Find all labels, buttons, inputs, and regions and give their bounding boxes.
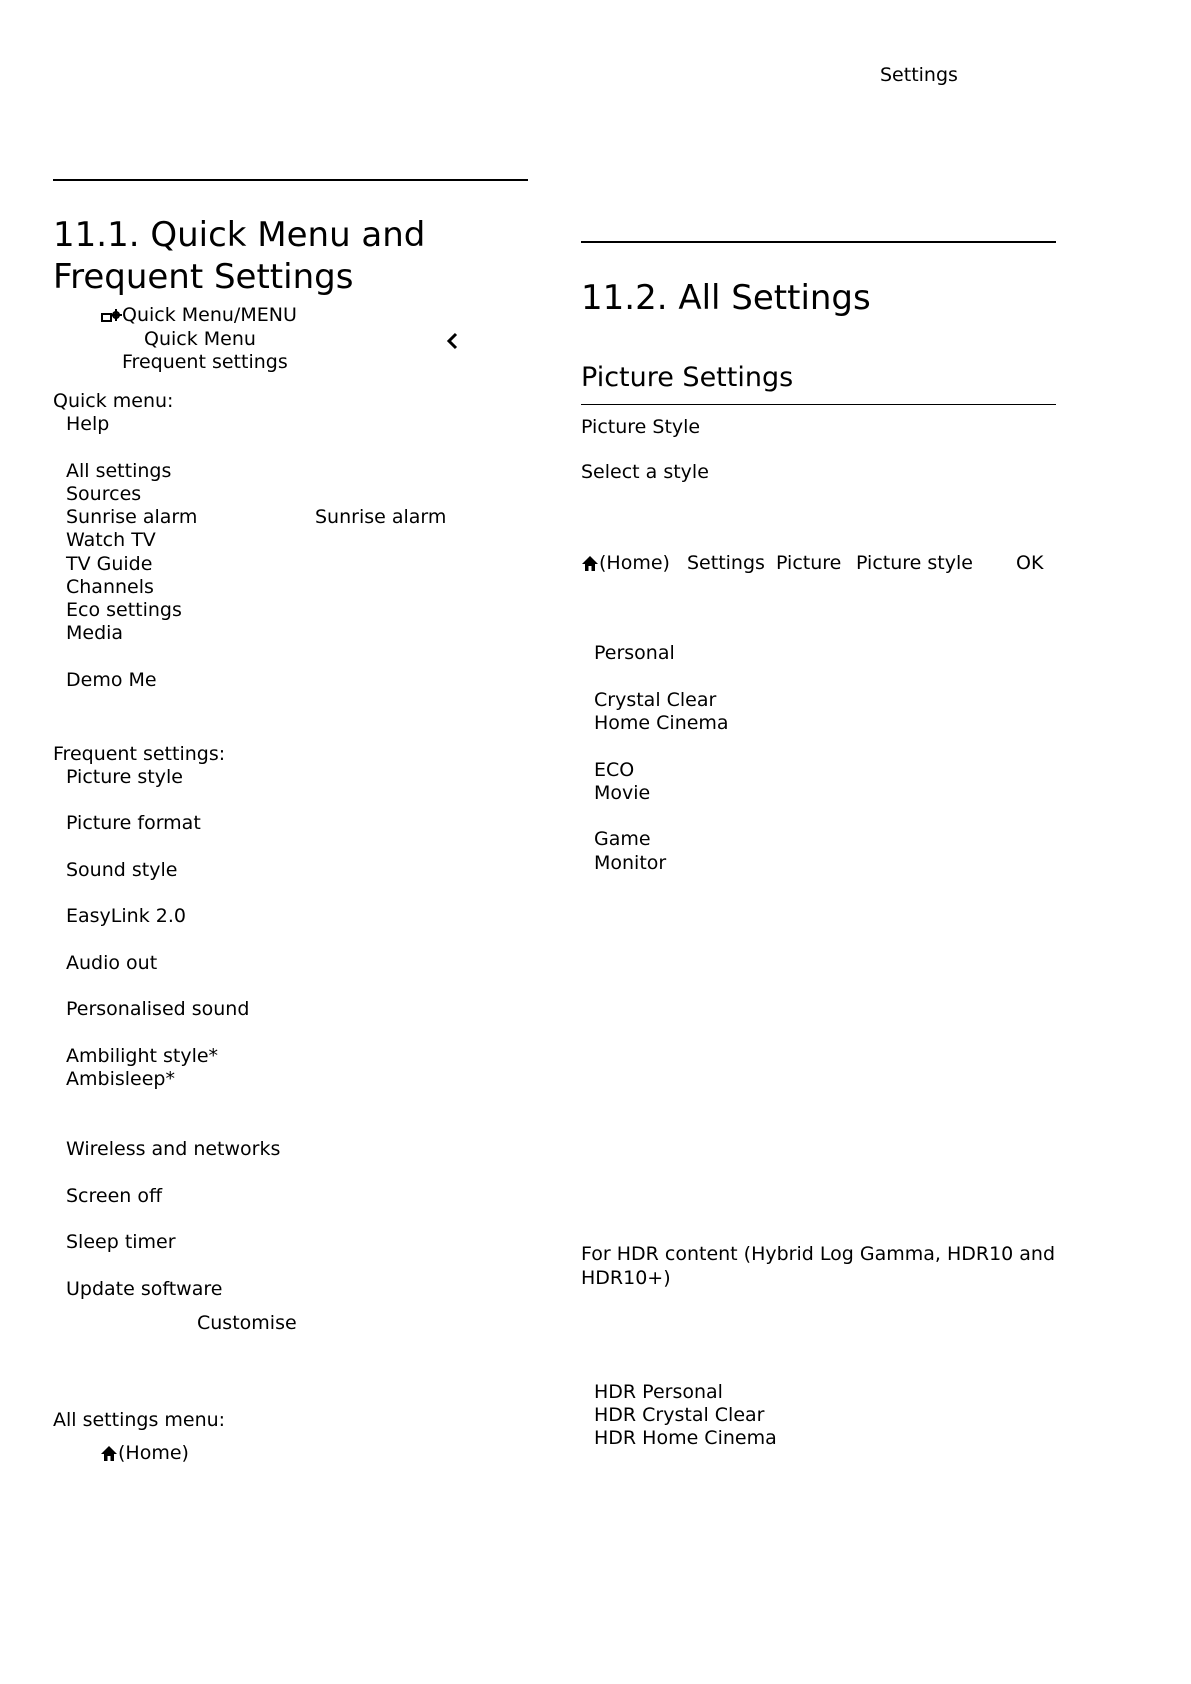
- frequent-item-picture-style: Picture style: [66, 766, 183, 788]
- frequent-item-picture-format: Picture format: [66, 812, 201, 834]
- style-eco: ECO: [594, 759, 635, 781]
- hdr-note-line2: HDR10+): [581, 1267, 671, 1289]
- style-monitor: Monitor: [594, 852, 667, 874]
- quick-menu-item-eco-settings: Eco settings: [66, 599, 182, 621]
- frequent-item-personalised-sound: Personalised sound: [66, 998, 250, 1020]
- quick-menu-icon: [100, 304, 122, 326]
- section-divider-right: [581, 241, 1056, 243]
- style-personal: Personal: [594, 642, 675, 664]
- section-divider: [53, 179, 528, 181]
- home-icon: [100, 1442, 118, 1464]
- frequent-item-wireless-networks: Wireless and networks: [66, 1138, 281, 1160]
- customise-label: Customise: [197, 1312, 297, 1334]
- frequent-item-easylink: EasyLink 2.0: [66, 905, 186, 927]
- quick-menu-item-all-settings: All settings: [66, 460, 172, 482]
- style-game: Game: [594, 828, 651, 850]
- quick-menu-key-line: [100, 303, 297, 328]
- frequent-item-screen-off: Screen off: [66, 1185, 163, 1207]
- frequent-item-update-software: Update software: [66, 1278, 223, 1300]
- home-key-line: [100, 1441, 189, 1466]
- quick-menu-heading: Quick menu:: [53, 390, 174, 412]
- quick-menu-label: Quick Menu: [144, 328, 256, 350]
- picture-settings-heading: Picture Settings: [581, 362, 794, 393]
- frequent-settings-label: Frequent settings: [122, 351, 288, 373]
- frequent-item-ambisleep: Ambisleep*: [66, 1068, 175, 1090]
- path-picture-style: Picture style: [856, 552, 973, 574]
- quick-menu-item-sunrise-alarm: Sunrise alarm: [66, 506, 198, 528]
- all-settings-menu-heading: All settings menu:: [53, 1409, 226, 1431]
- path-settings: Settings: [687, 552, 765, 574]
- style-home-cinema: Home Cinema: [594, 712, 729, 734]
- path-ok: OK: [1016, 552, 1044, 574]
- select-style-text: Select a style: [581, 461, 709, 483]
- quick-menu-item-demo-me: Demo Me: [66, 669, 157, 691]
- frequent-item-ambilight-style: Ambilight style*: [66, 1045, 219, 1067]
- home-icon: [581, 552, 599, 574]
- quick-menu-item-tv-guide: TV Guide: [66, 553, 153, 575]
- style-crystal-clear: Crystal Clear: [594, 689, 717, 711]
- all-settings-title: 11.2. All Settings: [581, 278, 871, 318]
- section-title-line1: 11.1. Quick Menu and: [53, 215, 426, 255]
- style-movie: Movie: [594, 782, 651, 804]
- frequent-item-sound-style: Sound style: [66, 859, 178, 881]
- hdr-style-crystal-clear: HDR Crystal Clear: [594, 1404, 765, 1426]
- frequent-item-audio-out: Audio out: [66, 952, 158, 974]
- home-label: (Home): [118, 1442, 189, 1464]
- subsection-divider: [581, 404, 1056, 405]
- sunrise-alarm-note: Sunrise alarm: [315, 506, 447, 528]
- running-header: Settings: [880, 64, 958, 86]
- hdr-style-personal: HDR Personal: [594, 1381, 723, 1403]
- section-title-line2: Frequent Settings: [53, 257, 354, 297]
- quick-menu-item-watch-tv: Watch TV: [66, 529, 156, 551]
- menu-path: [581, 551, 670, 576]
- quick-menu-key-label: Quick Menu/MENU: [122, 304, 297, 326]
- quick-menu-item-media: Media: [66, 622, 124, 644]
- path-picture: Picture: [776, 552, 842, 574]
- quick-menu-item-sources: Sources: [66, 483, 142, 505]
- hdr-style-home-cinema: HDR Home Cinema: [594, 1427, 777, 1449]
- chevron-left-icon: [445, 330, 459, 351]
- path-home: (Home): [599, 552, 670, 574]
- frequent-settings-heading: Frequent settings:: [53, 743, 226, 765]
- quick-menu-item-channels: Channels: [66, 576, 154, 598]
- quick-menu-item-help: Help: [66, 413, 110, 435]
- picture-style-heading: Picture Style: [581, 416, 701, 438]
- hdr-note-line1: For HDR content (Hybrid Log Gamma, HDR10 and: [581, 1243, 1056, 1265]
- frequent-item-sleep-timer: Sleep timer: [66, 1231, 176, 1253]
